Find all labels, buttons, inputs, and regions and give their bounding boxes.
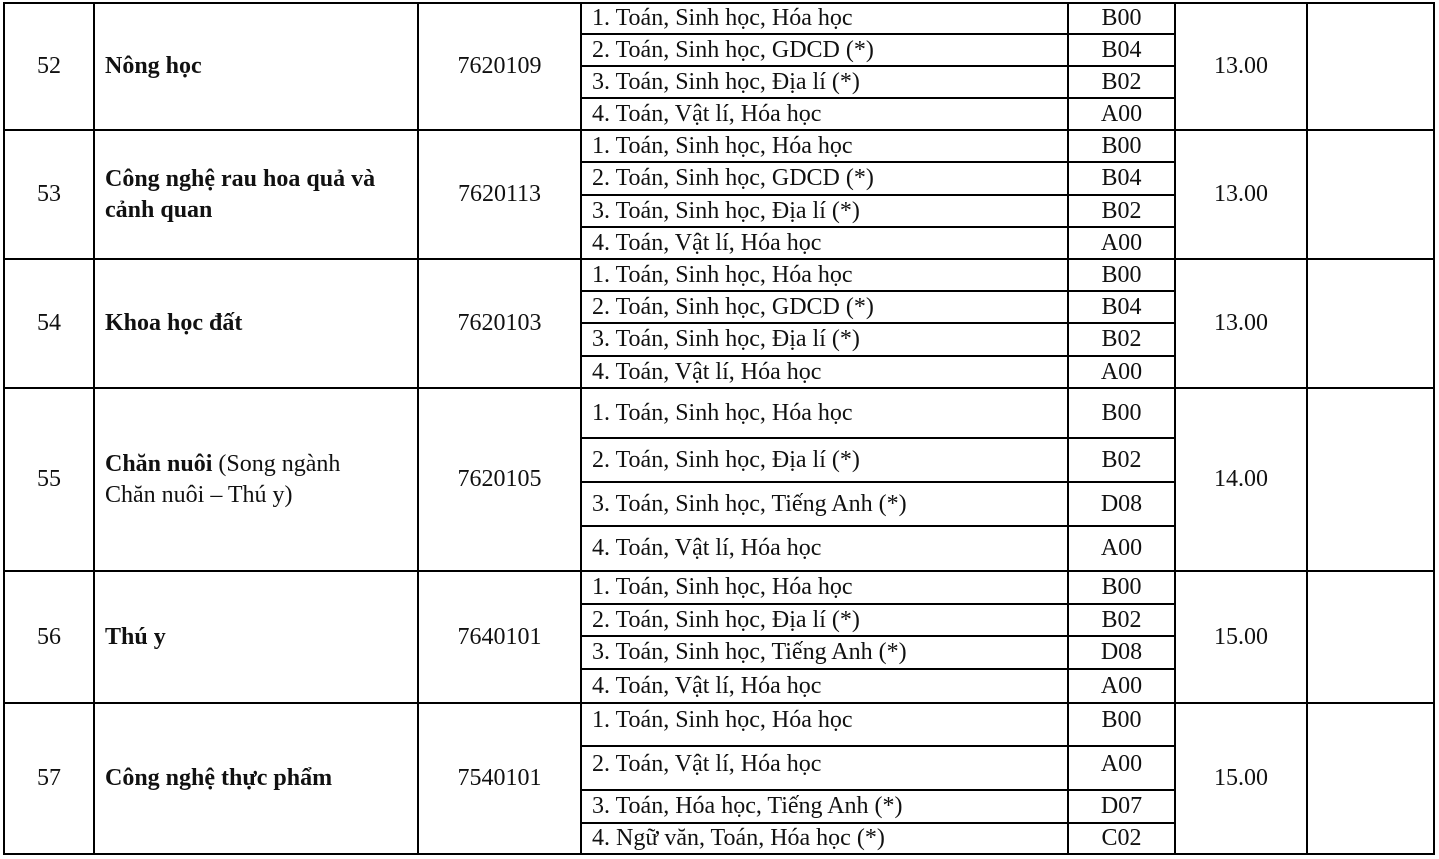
subject-combinations	[582, 389, 1176, 570]
note-cell	[1308, 572, 1433, 702]
combo-code: A00	[1100, 229, 1143, 256]
combo-row	[582, 260, 1174, 292]
combo-label: 2. Toán, Sinh học, GDCD (*)	[582, 163, 1069, 194]
combo-code: B02	[1101, 326, 1142, 352]
combo-code: B00	[1101, 132, 1142, 159]
combo-label: 2. Toán, Sinh học, Địa lí (*)	[582, 439, 1069, 481]
combo-label: 1. Toán, Sinh học, Hóa học	[582, 260, 1069, 290]
major-code: 7620103	[419, 260, 582, 387]
subject-combinations	[582, 704, 1176, 853]
row-number: 53	[5, 131, 95, 258]
combo-code: B04	[1101, 165, 1142, 191]
combo-code: B02	[1101, 68, 1142, 95]
subject-combinations	[582, 131, 1176, 258]
combo-code: D08	[1100, 639, 1143, 665]
min-score: 15.00	[1176, 704, 1308, 853]
min-score: 15.00	[1176, 572, 1308, 702]
major-name	[95, 131, 419, 258]
combo-row	[582, 572, 1174, 605]
combo-row	[582, 324, 1174, 357]
combo-code: A00	[1100, 358, 1143, 385]
major-name	[95, 260, 419, 387]
min-score: 14.00	[1176, 389, 1308, 570]
combo-code: D07	[1100, 793, 1143, 819]
combo-code: B04	[1101, 293, 1142, 320]
combo-label: 4. Toán, Vật lí, Hóa học	[582, 527, 1069, 570]
combo-label: 1. Toán, Sinh học, Hóa học	[582, 389, 1069, 437]
major-name	[95, 704, 419, 853]
combo-row	[582, 228, 1174, 258]
combo-row	[582, 99, 1174, 129]
major-name	[95, 389, 419, 570]
combo-row	[582, 163, 1174, 196]
combo-row	[582, 670, 1174, 702]
table-row	[5, 389, 1433, 572]
combo-label: 3. Toán, Sinh học, Địa lí (*)	[582, 324, 1069, 355]
note-cell	[1308, 4, 1433, 129]
combo-label: 2. Toán, Sinh học, GDCD (*)	[582, 35, 1069, 65]
combo-code: B02	[1101, 446, 1142, 473]
combo-label: 3. Toán, Sinh học, Tiếng Anh (*)	[582, 637, 1069, 668]
combo-code: B04	[1101, 36, 1142, 63]
row-number: 54	[5, 260, 95, 387]
combo-row	[582, 527, 1174, 570]
combo-row	[582, 439, 1174, 483]
subject-combinations	[582, 260, 1176, 387]
combo-row	[582, 131, 1174, 163]
combo-label: 3. Toán, Hóa học, Tiếng Anh (*)	[582, 791, 1069, 822]
admission-table	[3, 2, 1435, 855]
combo-row	[582, 196, 1174, 228]
table-row	[5, 572, 1433, 704]
combo-code: B00	[1101, 261, 1142, 288]
combo-code: B00	[1101, 399, 1142, 426]
combo-row	[582, 292, 1174, 324]
major-name-bold: Nông học	[105, 53, 202, 79]
major-name-bold: Công nghệ rau hoa quả và cảnh quan	[105, 165, 376, 223]
min-score: 13.00	[1176, 131, 1308, 258]
row-number: 55	[5, 389, 95, 570]
combo-row	[582, 605, 1174, 637]
major-name	[95, 4, 419, 129]
table-row	[5, 704, 1433, 853]
combo-row	[582, 35, 1174, 67]
combo-label: 4. Ngữ văn, Toán, Hóa học (*)	[582, 824, 1069, 853]
combo-code: A00	[1100, 100, 1143, 127]
row-number: 57	[5, 704, 95, 853]
row-number: 52	[5, 4, 95, 129]
combo-code: C02	[1101, 825, 1142, 851]
combo-code: A00	[1100, 535, 1143, 561]
combo-code: B02	[1101, 606, 1142, 633]
combo-label: 4. Toán, Vật lí, Hóa học	[582, 357, 1069, 387]
combo-code: D08	[1100, 490, 1143, 517]
combo-code: B00	[1101, 574, 1142, 600]
min-score: 13.00	[1176, 260, 1308, 387]
subject-combinations	[582, 572, 1176, 702]
note-cell	[1308, 131, 1433, 258]
note-cell	[1308, 704, 1433, 853]
subject-combinations	[582, 4, 1176, 129]
table-row	[5, 260, 1433, 389]
major-name-bold: Chăn nuôi	[105, 450, 213, 477]
combo-label: 3. Toán, Sinh học, Địa lí (*)	[582, 67, 1069, 97]
combo-label: 3. Toán, Sinh học, Địa lí (*)	[582, 196, 1069, 226]
combo-label: 3. Toán, Sinh học, Tiếng Anh (*)	[582, 483, 1069, 525]
major-code: 7620109	[419, 4, 582, 129]
major-code: 7620113	[419, 131, 582, 258]
major-name-bold: Khoa học đất	[105, 310, 243, 336]
note-cell	[1308, 260, 1433, 387]
major-name	[95, 572, 419, 702]
combo-label: 4. Toán, Vật lí, Hóa học	[582, 670, 1069, 702]
combo-label: 2. Toán, Sinh học, Địa lí (*)	[582, 605, 1069, 635]
combo-code: B02	[1101, 197, 1142, 224]
combo-row	[582, 357, 1174, 387]
note-cell	[1308, 389, 1433, 570]
combo-row	[582, 637, 1174, 670]
major-name-note: (Song ngành Chăn nuôi – Thú y)	[105, 450, 341, 508]
min-score: 13.00	[1176, 4, 1308, 129]
combo-label: 4. Toán, Vật lí, Hóa học	[582, 99, 1069, 129]
table-row	[5, 131, 1433, 260]
major-code: 7620105	[419, 389, 582, 570]
combo-code: B00	[1101, 5, 1142, 31]
major-code: 7640101	[419, 572, 582, 702]
combo-row	[582, 389, 1174, 439]
combo-label: 1. Toán, Sinh học, Hóa học	[582, 131, 1069, 161]
combo-row	[582, 824, 1174, 853]
combo-label: 1. Toán, Sinh học, Hóa học	[582, 4, 1069, 33]
combo-label: 1. Toán, Sinh học, Hóa học	[582, 704, 1069, 745]
combo-label: 1. Toán, Sinh học, Hóa học	[582, 572, 1069, 603]
combo-code: A00	[1100, 672, 1143, 699]
row-number: 56	[5, 572, 95, 702]
combo-label: 2. Toán, Vật lí, Hóa học	[582, 747, 1069, 789]
combo-row	[582, 4, 1174, 35]
combo-row	[582, 704, 1174, 747]
major-code: 7540101	[419, 704, 582, 853]
combo-label: 4. Toán, Vật lí, Hóa học	[582, 228, 1069, 258]
combo-code: B00	[1101, 707, 1142, 733]
combo-row	[582, 483, 1174, 527]
combo-row	[582, 791, 1174, 824]
major-name-bold: Công nghệ thực phẩm	[105, 765, 333, 791]
combo-label: 2. Toán, Sinh học, GDCD (*)	[582, 292, 1069, 322]
combo-row	[582, 747, 1174, 791]
combo-row	[582, 67, 1174, 99]
table-row	[5, 4, 1433, 131]
major-name-bold: Thú y	[105, 623, 166, 650]
combo-code: A00	[1100, 751, 1143, 777]
